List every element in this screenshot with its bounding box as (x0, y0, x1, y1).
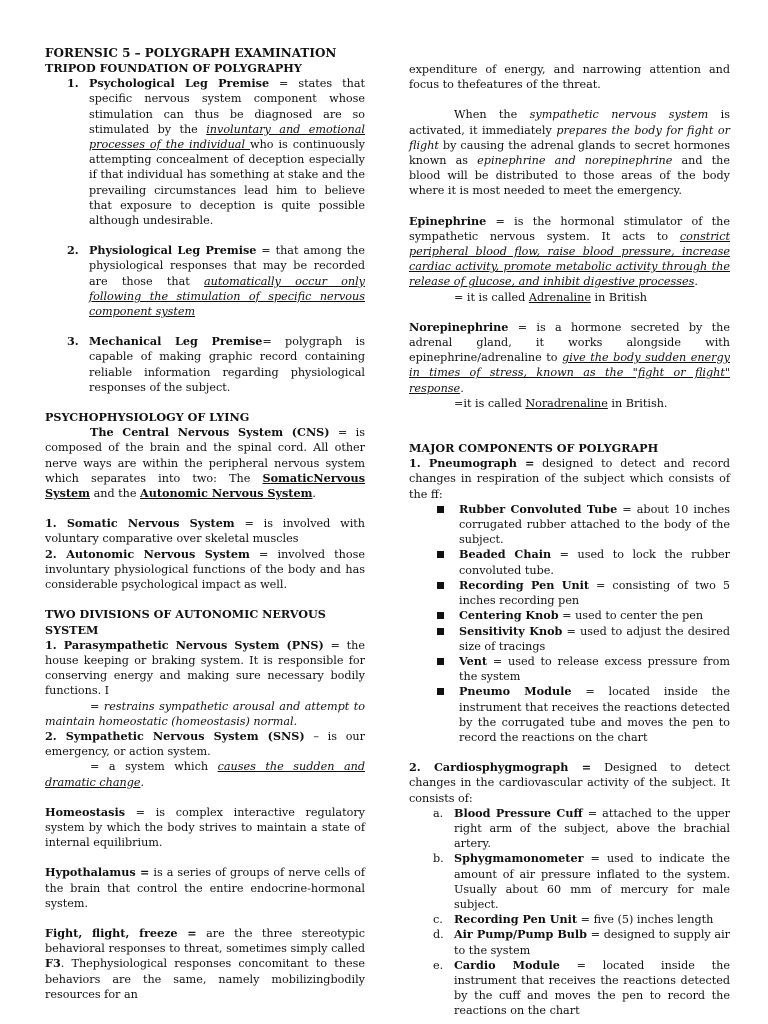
adrenaline-note: = it is called Adrenaline in British (454, 290, 648, 304)
pneumograph-paragraph: 1. Pneumograph = designed to detect and record changes in respiration of the subject which consists of the ff: (409, 456, 730, 501)
cardio-list (409, 806, 730, 1019)
list-item: Sensitivity Knob = used to adjust the desired size of tracings (409, 624, 730, 654)
document-title: FORENSIC 5 – POLYGRAPH EXAMINATION (45, 46, 337, 60)
components-heading: MAJOR COMPONENTS OF POLYGRAPH (409, 441, 659, 456)
right-column (409, 62, 730, 1019)
sns-note: = a system which causes the sudden and dramatic change. (45, 760, 365, 789)
square-bullet-icon (437, 628, 444, 635)
cns-paragraph: The Central Nervous System (CNS) = is composed of the brain and the spinal cord. All other nerve ways are within the peripheral nervous system which separates into two: The SomaticNervous System and the Autonomic Nervous System. (45, 425, 365, 501)
list-item: Recording Pen Unit = consisting of two 5 inches recording pen (409, 578, 730, 608)
divisions-heading: TWO DIVISIONS OF AUTONOMIC NERVOUS SYSTEM (45, 607, 326, 637)
sns-activation-paragraph: When the sympathetic nervous system is activated, it immediately prepares the body for fight or flight by causing the adrenal glands to secret hormones known as epinephrine and norepinephrine and the blood will be distributed to those areas of the body where it is most needed to meet the emergency. (409, 108, 731, 198)
list-item: d. Air Pump/Pump Bulb = designed to supply air to the system (433, 927, 730, 957)
psycho-heading: PSYCHOPHYSIOLOGY OF LYING (45, 410, 250, 425)
square-bullet-icon (437, 688, 444, 695)
left-column (45, 46, 365, 1002)
tripod-item-physiological: 2. Physiological Leg Premise = that among the physiological responses that may be recorded are those that automatically occur only following the stimulation of specific nervous component system (67, 243, 365, 319)
norepinephrine-paragraph: Norepinephrine = is a hormone secreted by the adrenal gland, it works alongside with epinephrine/adrenaline to give the body sudden energy in times of stress, known as the "fight or flight" response. (409, 319, 730, 395)
hypothalamus-paragraph: Hypothalamus = is a series of groups of nerve cells of the brain that control the entire endocrine-hormonal system. (45, 865, 365, 910)
square-bullet-icon (437, 506, 444, 513)
list-item: a. Blood Pressure Cuff = attached to the upper right arm of the subject, above the brachial artery. (433, 805, 730, 851)
list-item: Vent = used to release excess pressure from the system (409, 654, 730, 684)
list-item: Centering Knob = used to center the pen (409, 608, 730, 623)
square-bullet-icon (437, 612, 444, 619)
sns-paragraph: 2. Sympathetic Nervous System (SNS) – is our emergency, or action system. (45, 728, 365, 759)
tripod-item-psychological: 1. Psychological Leg Premise = states that specific nervous system component whose stimulation can thus be diagnosed are so stimulated by the involuntary and emotional processes of the individual who is continuously attempting concealment of deception especially if that individual has something at stake and the prevailing circumstances lead him to believe that exposure to deception is quite possible although undesirable. (67, 76, 365, 228)
continued-paragraph: expenditure of energy, and narrowing attention and focus to thefeatures of the threat. (409, 63, 730, 92)
square-bullet-icon (437, 551, 444, 558)
fight-paragraph: Fight, flight, freeze = are the three stereotypic behavioral responses to threat, sometimes simply called F3. Thephysiological responses concomitant to these behaviors are the same, namely mobilizingbodily resources for an (45, 925, 366, 1001)
pns-note: = restrains sympathetic arousal and attempt to maintain homeostatic (homeostasis) normal. (45, 699, 365, 728)
autonomic-paragraph: 2. Autonomic Nervous System = involved those involuntary physiological functions of the body and has considerable psychological impact as well. (45, 546, 365, 592)
list-item: c. Recording Pen Unit = five (5) inches length (433, 912, 714, 927)
tripod-heading: TRIPOD FOUNDATION OF POLYGRAPHY (45, 61, 302, 75)
cardio-paragraph: 2. Cardiosphygmograph = Designed to detect changes in the cardiovascular activity of the subject. It consists of: (409, 760, 730, 805)
list-item: Pneumo Module = located inside the instrument that receives the reactions detected by the corrugated tube and moves the pen to record the reactions on the chart (409, 684, 730, 745)
homeostasis-paragraph: Homeostasis = is complex interactive regulatory system by which the body strives to maintain a state of internal equilibrium. (45, 804, 365, 850)
noradrenaline-note: =it is called Noradrenaline in British. (454, 396, 668, 410)
tripod-list (45, 76, 365, 395)
square-bullet-icon (437, 658, 444, 665)
list-item: b. Sphygmamonometer = used to indicate the amount of air pressure inflated to the system. Usually about 60 mm of mercury for male subject. (433, 851, 730, 911)
somatic-paragraph: 1. Somatic Nervous System = is involved with voluntary comparative over skeletal muscles (45, 516, 366, 546)
epinephrine-paragraph: Epinephrine = is the hormonal stimulator of the sympathetic nervous system. It acts to constrict peripheral blood flow, raise blood pressure, increase cardiac activity, promote metabolic activity through the release of glucose, and inhibit digestive processes. (409, 213, 730, 289)
tripod-item-mechanical: 3. Mechanical Leg Premise= polygraph is capable of making graphic record containing reliable information regarding physiological responses of the subject. (67, 334, 365, 394)
list-item: Rubber Convoluted Tube = about 10 inches corrugated rubber attached to the body of the subject. (409, 502, 730, 548)
pneumograph-list (409, 502, 730, 745)
list-item: e. Cardio Module = located inside the instrument that receives the reactions detected by the cuff and moves the pen to record the reactions on the chart (433, 957, 730, 1018)
list-item: Beaded Chain = used to lock the rubber convoluted tube. (409, 547, 730, 577)
pns-paragraph: 1. Parasympathetic Nervous System (PNS) = the house keeping or braking system. It is responsible for conserving energy and making sure necessary bodily functions. I (45, 637, 365, 698)
square-bullet-icon (437, 582, 444, 589)
